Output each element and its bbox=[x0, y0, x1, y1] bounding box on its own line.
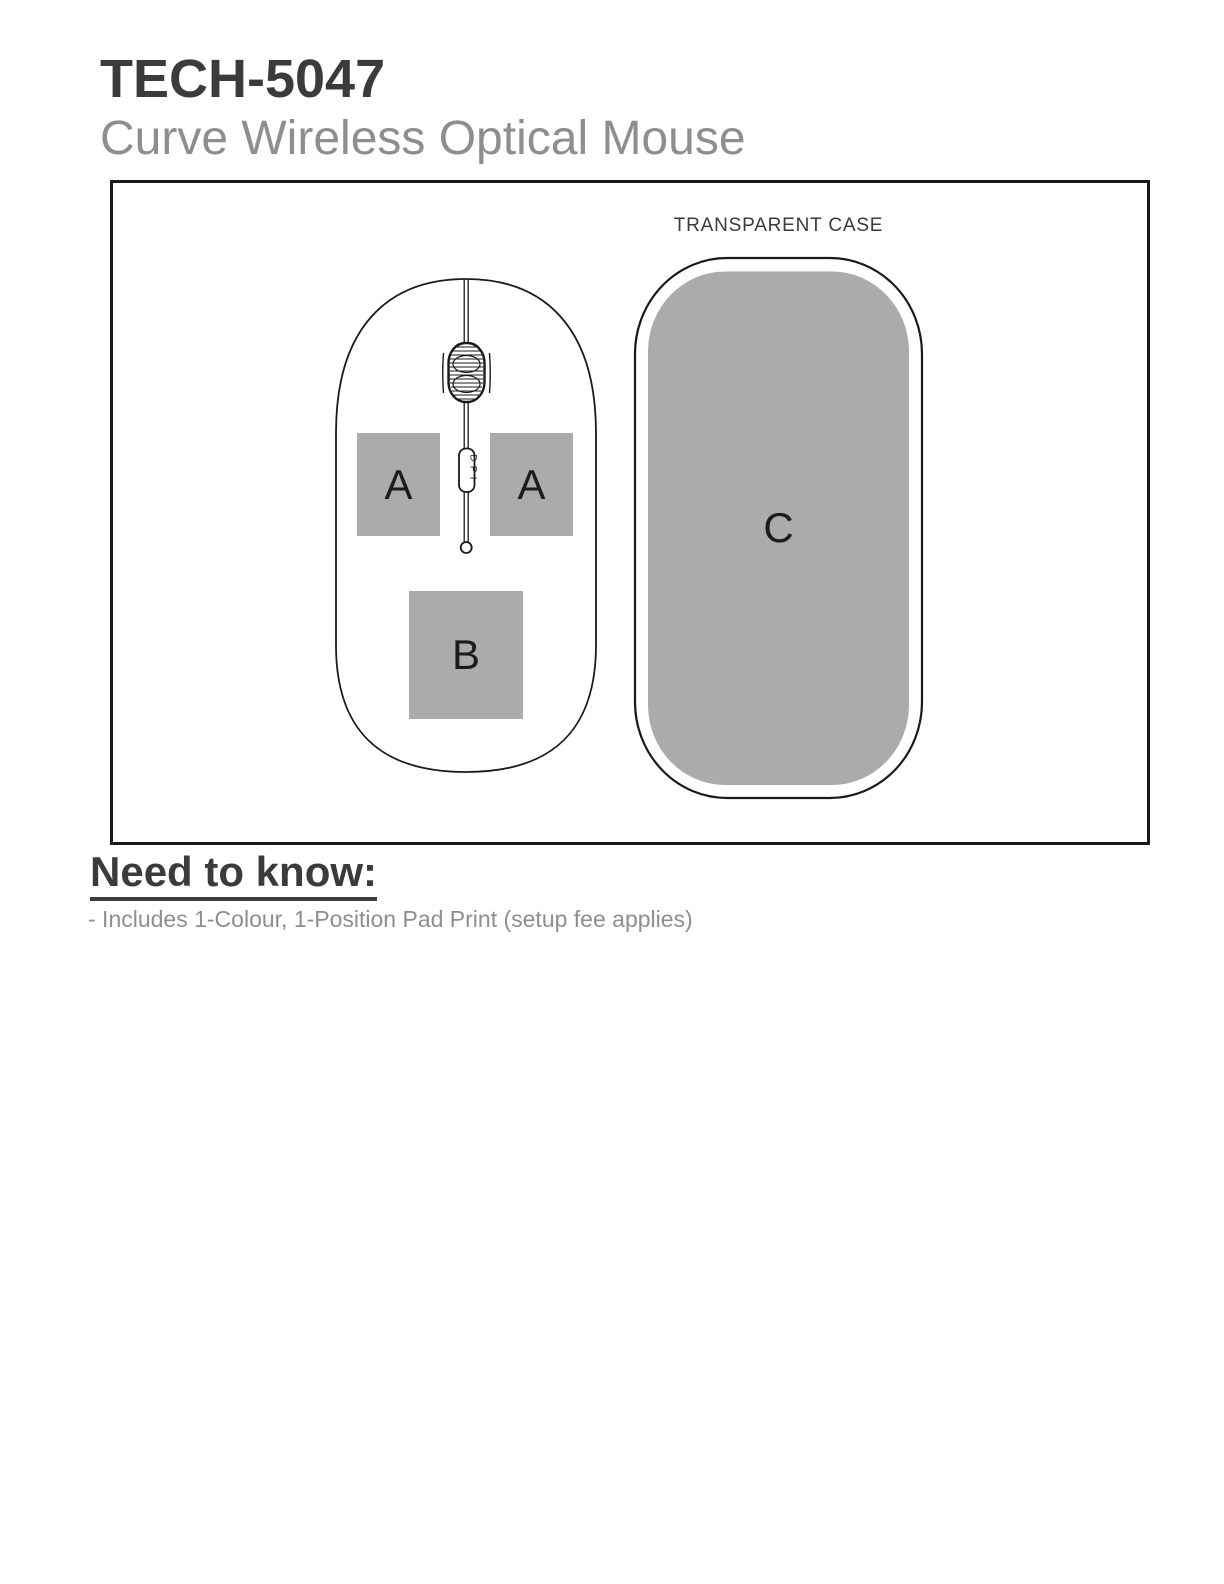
case-print-zone-fill bbox=[648, 272, 909, 786]
transparent-case-drawing bbox=[635, 258, 922, 798]
need-to-know-heading: Need to know: bbox=[90, 850, 377, 901]
transparent-case-label: TRANSPARENT CASE bbox=[673, 215, 884, 236]
print-zone-b bbox=[409, 591, 523, 719]
print-zone-a-left-label: A bbox=[384, 460, 413, 508]
mouse-diagram bbox=[113, 183, 1147, 842]
dpi-button-label: DPI bbox=[467, 454, 479, 484]
diagram-frame bbox=[110, 180, 1150, 845]
seam-end-dot bbox=[461, 542, 472, 553]
page-title: TECH-5047 bbox=[100, 49, 386, 109]
print-zone-c-label: C bbox=[763, 504, 794, 551]
need-to-know-item: - Includes 1-Colour, 1-Position Pad Print (setup fee applies) bbox=[88, 906, 693, 932]
print-zone-a-right-label: A bbox=[517, 460, 546, 508]
print-zone-a-right bbox=[490, 433, 573, 536]
print-zone-b-label: B bbox=[451, 631, 480, 678]
print-zone-a-left bbox=[357, 433, 440, 536]
page-subtitle: Curve Wireless Optical Mouse bbox=[100, 112, 746, 165]
